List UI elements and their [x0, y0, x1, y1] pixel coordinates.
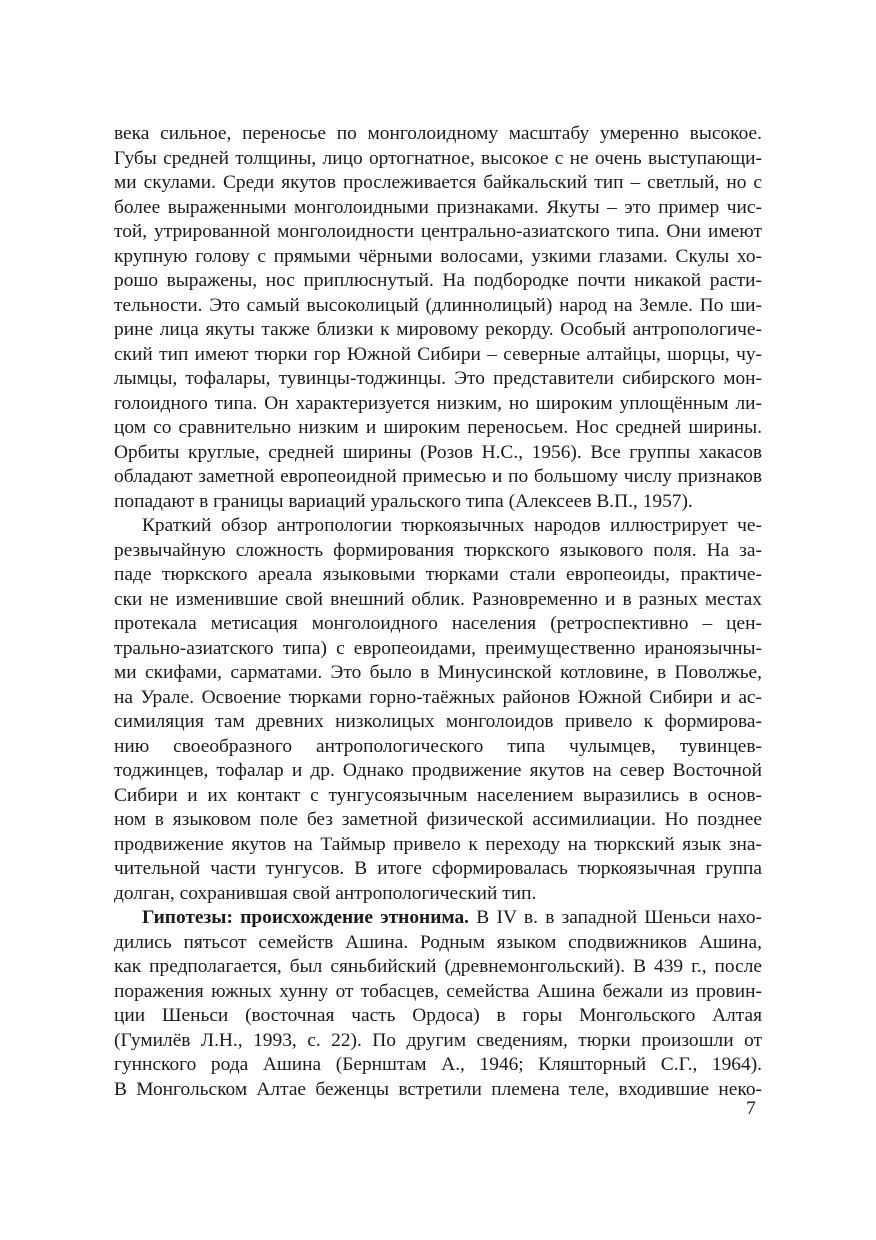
paragraph-1: [114, 122, 762, 514]
text-line: попадают в границы вариаций уральского типа (Алексеев В.П., 1957).: [114, 490, 693, 512]
text-line: (Гумилёв Л.Н., 1993, с. 22). По другим сведениям, тюрки произошли от: [114, 1029, 762, 1051]
paragraph-3: [114, 906, 762, 1102]
text-line: века сильное, переносье по монголоидному масштабу умеренно высокое.: [114, 123, 762, 144]
text-line: ски не изменившие свой внешний облик. Разновременно и в разных местах: [114, 588, 762, 610]
text-line: паде тюркского ареала языковыми тюрками стали европеоиды, практиче-: [114, 564, 762, 585]
text-line: тоджинцев, тофалар и др. Однако продвижение якутов на север Восточной: [114, 760, 762, 781]
text-line: Сибири и их контакт с тунгусоязычным населением выразились в основ-: [114, 784, 762, 806]
text-line: протекала метисация монголоидного населения (ретроспективно – цен-: [114, 613, 762, 634]
text-line: долган, сохранившая свой антропологический тип.: [114, 882, 537, 904]
section-heading: Гипотезы: происхождение этнонима.: [142, 907, 469, 928]
text-line: лымцы, тофалары, тувинцы-тоджинцы. Это представители сибирского мон-: [114, 368, 762, 389]
text-line: как предполагается, был сяньбийский (древнемонгольский). В 439 г., после: [114, 956, 762, 977]
text-line: резвычайную сложность формирования тюркского языкового поля. На за-: [114, 539, 762, 561]
heading-line-continuation: В IV в. в западной Шеньси нахо-: [469, 907, 762, 928]
text-line: симиляция там древних низколицых монголоидов привело к формирова-: [114, 711, 762, 732]
text-line: той, утрированной монголоидности центрально-азиатского типа. Они имеют: [114, 221, 762, 242]
text-line: продвижение якутов на Таймыр привело к переходу на тюркский язык зна-: [114, 833, 762, 855]
text-line: трально-азиатского типа) с европеоидами, преимущественно ираноязычны-: [114, 637, 762, 659]
page-number: 7: [746, 1098, 756, 1119]
text-line: ми скифами, сарматами. Это было в Минусинской котловине, в Поволжье,: [114, 662, 762, 683]
text-line: поражения южных хунну от тобасцев, семейства Ашина бежали из провин-: [114, 980, 762, 1002]
text-line: Губы средней толщины, лицо ортогнатное, высокое с не очень выступающи-: [114, 147, 762, 169]
text-line: ном в языковом поле без заметной физической ассимилиации. Но позднее: [114, 809, 762, 830]
text-line: В Монгольском Алтае беженцы встретили племена теле, входившие неко-: [114, 1078, 762, 1100]
text-line: ский тип имеют тюрки гор Южной Сибири – северные алтайцы, шорцы, чу-: [114, 343, 762, 365]
text-line: на Урале. Освоение тюрками горно-таёжных районов Южной Сибири и ас-: [114, 686, 762, 708]
paragraph-2: [114, 514, 762, 906]
text-line: голоидного типа. Он характеризуется низким, но широким уплощённым ли-: [114, 392, 762, 414]
text-line: крупную голову с прямыми чёрными волосами, узкими глазами. Скулы хо-: [114, 245, 762, 267]
text-line: дились пятьсот семейств Ашина. Родным языком сподвижников Ашина,: [114, 931, 762, 953]
text-line: более выраженными монголоидными признаками. Якуты – это пример чис-: [114, 196, 762, 218]
text-line: гуннского рода Ашина (Бернштам А., 1946; Кляшторный С.Г., 1964).: [114, 1054, 762, 1075]
text-line: цом со сравнительно низким и широким переносьем. Нос средней ширины.: [114, 417, 762, 438]
text-line: Орбиты круглые, средней ширины (Розов Н.С., 1956). Все группы хакасов: [114, 441, 762, 463]
text-line: чительной части тунгусов. В итоге сформировалась тюркоязычная группа: [114, 858, 762, 879]
text-line: рине лица якуты также близки к мировому рекорду. Особый антропологиче-: [114, 319, 762, 340]
text-line: [114, 906, 762, 931]
text-line: Краткий обзор антропологии тюркоязычных народов иллюстрирует че-: [142, 515, 762, 536]
text-line: нию своеобразного антропологического типа чулымцев, тувинцев-: [114, 735, 762, 757]
text-line: тельности. Это самый высоколицый (длиннолицый) народ на Земле. По ши-: [114, 294, 762, 316]
text-line: рошо выражены, нос приплюснутый. На подбородке почти никакой расти-: [114, 270, 762, 291]
text-line: обладают заметной европеоидной примесью и по большому числу признаков: [114, 466, 762, 487]
text-line: ции Шеньси (восточная часть Ордоса) в горы Монгольского Алтая: [114, 1005, 762, 1026]
text-line: ми скулами. Среди якутов прослеживается байкальский тип – светлый, но с: [114, 172, 762, 193]
document-page: [114, 122, 762, 1102]
